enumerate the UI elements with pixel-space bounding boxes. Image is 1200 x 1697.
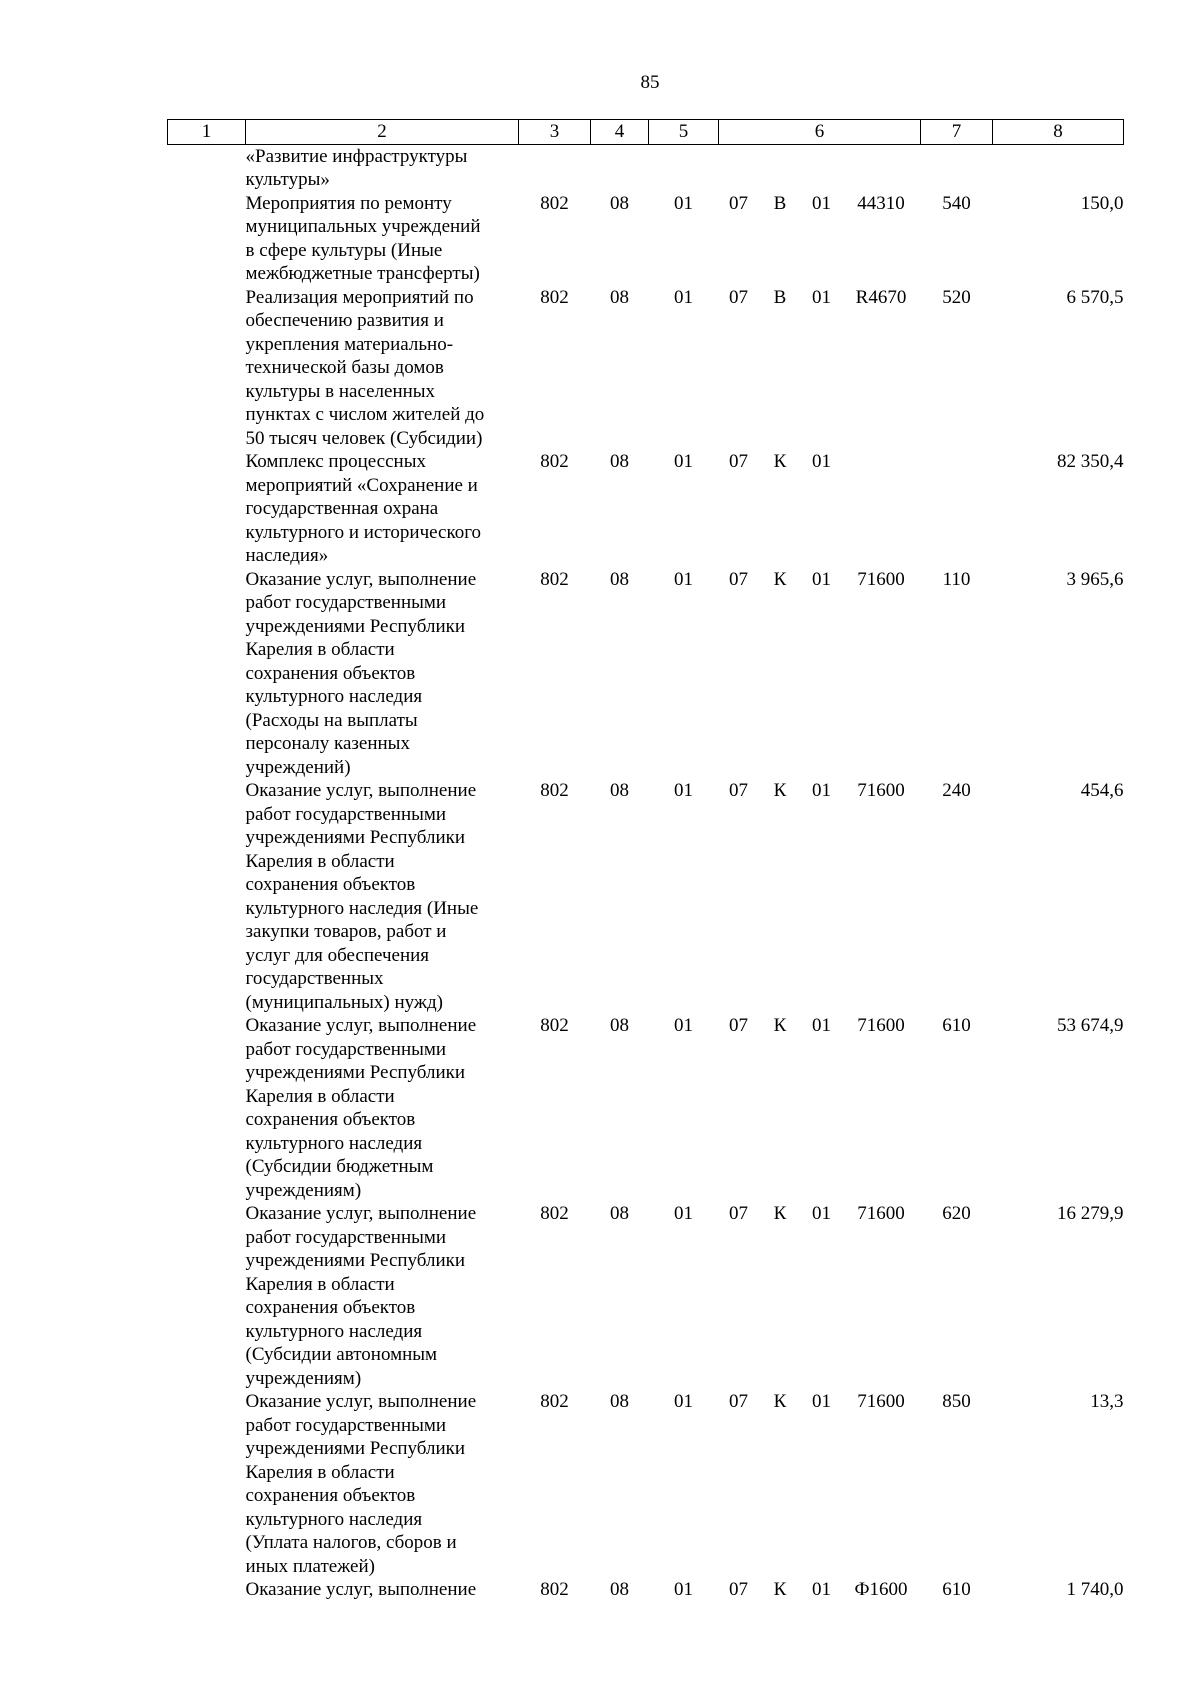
header-cell-8: 8 [993, 120, 1124, 145]
ministry-code-cell: 802 [540, 451, 569, 472]
description-line: государственная охрана [245, 498, 439, 519]
measure-code-cell: 01 [812, 780, 831, 801]
expense-type-cell: 110 [942, 568, 971, 590]
program-code-cell: 07 [729, 1579, 748, 1600]
description-cell [246, 1014, 519, 1202]
description-cell [246, 192, 519, 286]
subsection-code-cell: 01 [674, 1391, 693, 1412]
expense-type-cell: 620 [942, 1203, 971, 1224]
section-code-cell [591, 144, 649, 192]
table-row [168, 144, 1124, 192]
subprogram-letter-cell: К [773, 1579, 787, 1600]
description-line: сохранения объектов [245, 1109, 416, 1130]
description-line: Карелия в области [245, 1085, 395, 1107]
subsection-code-cell: 01 [674, 1203, 693, 1224]
description-line: иных платежей) [245, 1555, 375, 1577]
program-code-cell: 07 [729, 286, 748, 308]
description-cell [246, 779, 519, 1014]
amount-cell: 82 350,4 [1057, 451, 1124, 472]
amount-cell: 150,0 [1080, 192, 1124, 214]
header-cell-7: 7 [921, 120, 993, 145]
table-row [168, 1578, 1124, 1602]
direction-code-cell: 71600 [857, 568, 905, 590]
section-code-cell: 08 [610, 286, 629, 308]
description-line: (муниципальных) нужд) [245, 991, 443, 1013]
measure-code-cell: 01 [812, 1015, 831, 1036]
description-line: учреждениями Республики [245, 1250, 466, 1271]
section-code-cell: 08 [610, 568, 629, 590]
number-cell [168, 144, 246, 192]
description-line: «Развитие инфраструктуры [245, 145, 468, 167]
measure-code-cell: 01 [812, 568, 831, 590]
description-line: культурного наследия [245, 1132, 423, 1154]
ministry-code-cell: 802 [540, 192, 569, 214]
amount-cell: 53 674,9 [1057, 1015, 1124, 1036]
description-line: Оказание услуг, выполнение [245, 780, 477, 801]
section-code-cell: 08 [610, 451, 629, 472]
amount-cell: 454,6 [1080, 780, 1124, 801]
description-line: (Расходы на выплаты [245, 709, 418, 731]
number-cell [168, 192, 246, 286]
description-cell [246, 144, 519, 192]
description-line: государственных [245, 968, 384, 989]
subprogram-letter-cell: К [773, 568, 787, 590]
description-line: учреждений) [245, 756, 351, 778]
expense-type-cell: 520 [942, 286, 971, 308]
table-row [168, 286, 1124, 451]
section-code-cell: 08 [610, 1203, 629, 1224]
ministry-code-cell: 802 [540, 1391, 569, 1412]
header-cell-4: 4 [591, 120, 649, 145]
description-line: муниципальных учреждений [245, 216, 481, 237]
description-line: сохранения объектов [245, 662, 416, 684]
direction-code-cell: 71600 [857, 1203, 905, 1224]
ministry-code-cell: 802 [540, 568, 569, 590]
expense-type-cell [921, 144, 993, 192]
measure-code-cell: 01 [812, 286, 831, 308]
description-line: культурного наследия [245, 1508, 423, 1530]
program-code-cell: 07 [729, 1391, 748, 1412]
subsection-code-cell [649, 144, 719, 192]
measure-code-cell: 01 [812, 192, 831, 214]
table-row [168, 1390, 1124, 1578]
description-line: Комплекс процессных [245, 451, 426, 472]
subsection-code-cell: 01 [674, 192, 693, 214]
subprogram-letter-cell: К [773, 1203, 787, 1224]
description-line: Оказание услуг, выполнение [245, 1579, 477, 1600]
description-line: межбюджетные трансферты) [245, 263, 480, 284]
program-code-cell: 07 [729, 451, 748, 472]
description-line: учреждениями Республики [245, 615, 466, 637]
description-line: работ государственными [245, 803, 447, 825]
header-cell-3: 3 [519, 120, 591, 145]
subsection-code-cell: 01 [674, 780, 693, 801]
number-cell [168, 1014, 246, 1202]
description-line: сохранения объектов [245, 1297, 416, 1318]
description-line: технической базы домов [245, 357, 444, 378]
header-cell-1: 1 [168, 120, 246, 145]
header-cell-5: 5 [649, 120, 719, 145]
description-line: сохранения объектов [245, 1485, 416, 1506]
ministry-code-cell [519, 144, 591, 192]
subprogram-letter-cell: К [773, 1391, 787, 1412]
subsection-code-cell: 01 [674, 286, 693, 308]
direction-code-cell: 71600 [857, 780, 905, 801]
description-line: (Уплата налогов, сборов и [245, 1532, 457, 1553]
description-line: учреждениям) [245, 1179, 362, 1201]
description-line: в сфере культуры (Иные [245, 239, 443, 261]
description-line: (Субсидии автономным [245, 1344, 438, 1365]
measure-code-cell: 01 [812, 1391, 831, 1412]
description-line: работ государственными [245, 1226, 447, 1248]
description-line: наследия» [245, 545, 329, 566]
subprogram-letter-cell: В [773, 192, 787, 214]
subsection-code-cell: 01 [674, 568, 693, 590]
table-row [168, 779, 1124, 1014]
page-number: 85 [640, 72, 660, 93]
header-row [168, 120, 1124, 145]
description-line: укрепления материально- [245, 333, 454, 355]
direction-code-cell: R4670 [855, 286, 907, 308]
description-cell [246, 568, 519, 780]
measure-code-cell: 01 [812, 1579, 831, 1600]
description-cell [246, 1578, 519, 1602]
description-line: Реализация мероприятий по [245, 286, 474, 308]
description-line: работ государственными [245, 1038, 447, 1060]
description-line: культуры в населенных [245, 380, 436, 402]
measure-code-cell: 01 [812, 1203, 831, 1224]
table-row [168, 1202, 1124, 1390]
number-cell [168, 1202, 246, 1390]
program-code-cell: 07 [729, 1203, 748, 1224]
direction-code-cell: Ф1600 [854, 1579, 908, 1600]
amount-cell: 13,3 [1090, 1391, 1124, 1412]
description-cell [246, 450, 519, 568]
description-line: закупки товаров, работ и [245, 921, 447, 942]
section-code-cell: 08 [610, 1391, 629, 1412]
expense-type-cell [921, 450, 993, 568]
description-line: учреждениями Республики [245, 1062, 466, 1083]
table-row [168, 450, 1124, 568]
number-cell [168, 450, 246, 568]
amount-cell: 3 965,6 [1066, 568, 1124, 590]
ministry-code-cell: 802 [540, 1015, 569, 1036]
ministry-code-cell: 802 [540, 1203, 569, 1224]
description-line: пунктах с числом жителей до [245, 404, 485, 425]
table-row [168, 192, 1124, 286]
description-line: культурного наследия (Иные [245, 897, 479, 919]
description-line: обеспечению развития и [245, 310, 444, 331]
subprogram-letter-cell: К [773, 451, 787, 472]
budget-table [167, 119, 1124, 1602]
description-line: культуры» [245, 169, 330, 190]
program-code-cell: 07 [729, 568, 748, 590]
description-cell [246, 1390, 519, 1578]
subsection-code-cell: 01 [674, 1579, 693, 1600]
amount-cell: 6 570,5 [1066, 286, 1124, 308]
program-code-cell: 07 [729, 1015, 748, 1036]
description-line: Карелия в области [245, 639, 395, 660]
table-row [168, 1014, 1124, 1202]
description-line: персоналу казенных [245, 733, 410, 754]
direction-code-cell: 71600 [857, 1391, 905, 1412]
description-line: культурного наследия [245, 686, 423, 707]
description-line: учреждениями Республики [245, 827, 466, 848]
ministry-code-cell: 802 [540, 780, 569, 801]
number-cell [168, 779, 246, 1014]
direction-code-cell [842, 144, 921, 192]
header-cell-6: 6 [719, 120, 921, 145]
section-code-cell: 08 [610, 780, 629, 801]
description-line: Мероприятия по ремонту [245, 192, 452, 214]
description-line: учреждениями Республики [245, 1438, 466, 1459]
measure-code-cell [802, 144, 842, 192]
description-line: Оказание услуг, выполнение [245, 1391, 477, 1412]
description-line: сохранения объектов [245, 874, 416, 895]
section-code-cell: 08 [610, 192, 629, 214]
program-code-cell: 07 [729, 192, 748, 214]
number-cell [168, 1578, 246, 1602]
description-line: учреждениям) [245, 1367, 362, 1389]
amount-cell [993, 144, 1124, 192]
number-cell [168, 568, 246, 780]
subsection-code-cell: 01 [674, 451, 693, 472]
description-line: культурного наследия [245, 1320, 423, 1342]
direction-code-cell: 71600 [857, 1015, 905, 1036]
description-line: 50 тысяч человек (Субсидии) [245, 427, 483, 449]
ministry-code-cell: 802 [540, 286, 569, 308]
number-cell [168, 286, 246, 451]
description-line: (Субсидии бюджетным [245, 1156, 434, 1177]
description-line: Оказание услуг, выполнение [245, 1203, 477, 1224]
description-line: культурного и исторического [245, 521, 482, 543]
subprogram-letter-cell: В [773, 286, 787, 308]
ministry-code-cell: 802 [540, 1579, 569, 1600]
expense-type-cell: 540 [942, 192, 971, 214]
description-line: Карелия в области [245, 850, 395, 872]
description-line: услуг для обеспечения [245, 944, 430, 966]
description-line: Карелия в области [245, 1461, 395, 1483]
direction-code-cell: 44310 [857, 192, 905, 214]
description-line: мероприятий «Сохранение и [245, 474, 478, 496]
expense-type-cell: 610 [942, 1579, 971, 1600]
amount-cell: 16 279,9 [1057, 1203, 1124, 1224]
header-cell-2: 2 [246, 120, 519, 145]
measure-code-cell: 01 [812, 451, 831, 472]
table-row [168, 568, 1124, 780]
subprogram-letter-cell: К [773, 1015, 787, 1036]
description-line: Оказание услуг, выполнение [245, 1015, 477, 1036]
description-line: Оказание услуг, выполнение [245, 568, 477, 590]
section-code-cell: 08 [610, 1015, 629, 1036]
subsection-code-cell: 01 [674, 1015, 693, 1036]
description-line: работ государственными [245, 592, 447, 613]
number-cell [168, 1390, 246, 1578]
section-code-cell: 08 [610, 1579, 629, 1600]
expense-type-cell: 240 [942, 780, 971, 801]
subprogram-letter-cell [759, 144, 802, 192]
description-line: работ государственными [245, 1414, 447, 1436]
description-line: Карелия в области [245, 1273, 395, 1295]
program-code-cell: 07 [729, 780, 748, 801]
amount-cell: 1 740,0 [1066, 1579, 1124, 1600]
expense-type-cell: 610 [942, 1015, 971, 1036]
program-code-cell [719, 144, 759, 192]
expense-type-cell: 850 [942, 1391, 971, 1412]
subprogram-letter-cell: К [773, 780, 787, 801]
table-body [168, 144, 1124, 1602]
description-cell [246, 1202, 519, 1390]
direction-code-cell [842, 450, 921, 568]
description-cell [246, 286, 519, 451]
